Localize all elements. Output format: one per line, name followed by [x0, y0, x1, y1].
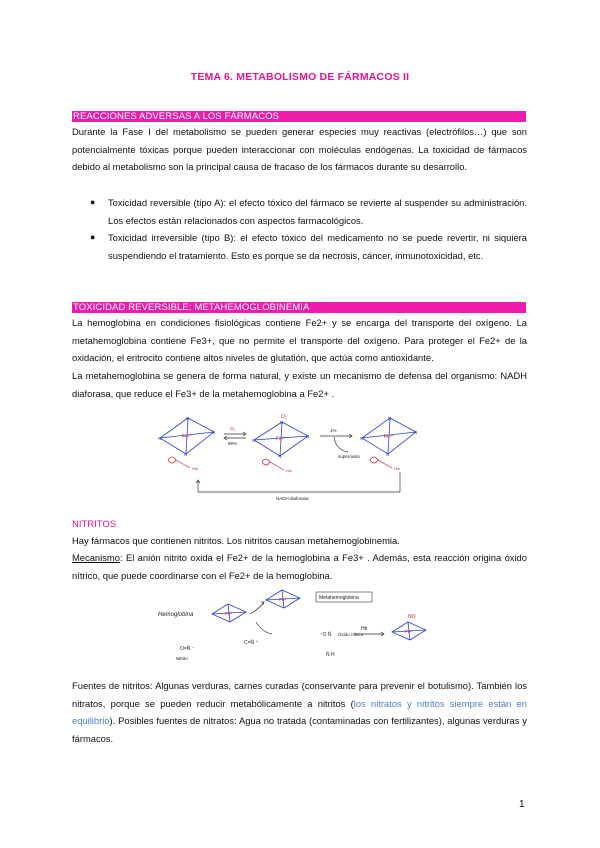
svg-text:N: N: [414, 430, 418, 435]
svg-text:N: N: [278, 454, 282, 459]
arrow-percent-label: 98%: [228, 441, 238, 446]
svg-text:N: N: [280, 420, 284, 425]
fe2-label-2: Fe²⁺: [276, 436, 287, 442]
svg-text:N: N: [386, 452, 390, 457]
his-label-2: His: [286, 468, 292, 473]
fe3-label-2: Fe³⁺: [279, 597, 289, 602]
svg-text:O=N̈ ⁻: O=N̈ ⁻: [180, 646, 195, 652]
svg-text:N̈ H: N̈ H: [326, 652, 335, 658]
subheading-nitritos: NITRITOS: [72, 519, 117, 530]
oxido-nitrico-label: Óxido nítrico: [338, 632, 364, 637]
nadh-diaforasa-label: NADH diaforasa: [276, 496, 309, 501]
page-title: TEMA 6. METABOLISMO DE FÁRMACOS II: [190, 71, 410, 83]
metahemoglobin-cycle-diagram: [148, 410, 448, 502]
no-label: NO: [408, 614, 416, 620]
o2-bound-label: O₂: [281, 414, 287, 420]
fe2-label-3: Fe²⁺: [225, 611, 235, 616]
svg-text:⁺O N̈: ⁺O N̈: [320, 632, 332, 638]
svg-text:C=N̈ ⁺: C=N̈ ⁺: [244, 640, 259, 646]
nitrite-mechanism-diagram: [156, 586, 446, 670]
mecanismo-label: Mecanismo: [72, 552, 120, 563]
bullet-icon: ●: [90, 232, 96, 243]
nitratos-nitritos-note: los nitratos y nitritos siempre están en equilibrio: [72, 697, 527, 727]
arrow-o2-label: O₂: [230, 426, 236, 431]
svg-text:N: N: [388, 416, 392, 421]
hb-label: Hb: [361, 626, 368, 632]
page-number: 1: [519, 799, 525, 810]
svg-text:N: N: [158, 436, 162, 441]
paragraph-hemoglobina: La hemoglobina en condiciones fisiológicas contiene Fe2+ y se encarga del transporte del oxígeno. La metahemoglobina contiene Fe3+, que no permite el transporte del oxígeno. Para proteger el Fe2+ de la oxidación, el eritrocito contiene altos niveles de glutatión, que actúa como antioxidante.: [72, 317, 527, 364]
superoxide-label: superóxido: [338, 454, 361, 459]
his-label-1: His: [192, 466, 198, 471]
paragraph-reacciones-intro: Durante la Fase I del metabolismo se pueden generar especies muy reactivas (electrófilos…) que son potencialmente tóxicas porque pueden interaccionar con moléculas endógenas. La toxicidad de fármacos debido al metabolismo son la principal causa de fracaso de los fármacos durante su desarrollo.: [72, 126, 527, 173]
svg-text:N: N: [252, 438, 256, 443]
paragraph-mecanismo: [72, 549, 527, 584]
list-item-text: Toxicidad reversible (tipo A): el efecto tóxico del fármaco se revierte al suspender su administración. Los efectos están relacionados con aspectos farmacológicos.: [108, 197, 527, 226]
bullet-icon: ●: [90, 197, 96, 207]
paragraph-nitritos-intro: Hay fármacos que contienen nitritos. Los nitritos causan metahemoglobinemia.: [72, 535, 400, 546]
svg-text:N: N: [360, 436, 364, 441]
section-heading-reacciones-adversas: REACCIONES ADVERSAS A LOS FÁRMACOS: [72, 111, 526, 122]
his-label-3: His: [394, 466, 400, 471]
paragraph-fuentes-nitritos: [72, 677, 527, 747]
fe2-label-1: Fe²⁺: [182, 434, 193, 440]
fuentes-text-after: ). Posibles fuentes de nitratos: Agua no tratada (contaminadas con fertilizantes), algunas verduras y fármacos.: [72, 715, 527, 744]
section-heading-toxicidad-reversible: TOXICIDAD REVERSIBLE: METAHEMOGLOBINEMIA: [72, 302, 526, 313]
arrow-one-percent-label: 1%: [330, 428, 337, 433]
svg-text:N: N: [186, 416, 190, 421]
hemoglobina-label: Hemoglobina: [158, 612, 194, 618]
fuentes-text-before: Fuentes de nitritos: Algunas verduras, carnes curadas (conservante para prevenir el botulismo). También los nitratos, porque se pueden reducir metabólicamente a nitritos (: [72, 680, 527, 709]
nitrito-label: Nitrito: [176, 656, 188, 661]
fe3-label: Fe³⁺: [384, 434, 395, 440]
fe2-label-4: Fe²⁺: [405, 629, 415, 634]
metahemoglobina-label: Metahemoglobina: [319, 595, 359, 601]
list-item: [72, 194, 527, 229]
mecanismo-text: : El anión nitrito oxida el Fe2+ de la hemoglobina a Fe3+ . Además, esta reacción origina óxido nítrico, que puede coordinarse con el Fe2+ de la hemoglobina.: [72, 552, 527, 581]
svg-text:N: N: [184, 452, 188, 457]
list-item: [72, 229, 527, 264]
svg-text:N: N: [306, 434, 310, 439]
list-item-text: Toxicidad irreversible (tipo B): el efecto tóxico del medicamento no se puede revertir, ni siquiera suspendiendo el tratamiento. Esto es porque se da necrosis, cáncer, inmunotoxicidad, etc.: [108, 232, 527, 261]
paragraph-metahemoglobina: La metahemoglobina se genera de forma natural, y existe un mecanismo de defensa del organismo: NADH diaforasa, que reduce el Fe3+ de la metahemoglobina a Fe2+ .: [72, 370, 527, 399]
svg-text:N: N: [212, 430, 216, 435]
toxicity-types-list: [72, 194, 527, 264]
